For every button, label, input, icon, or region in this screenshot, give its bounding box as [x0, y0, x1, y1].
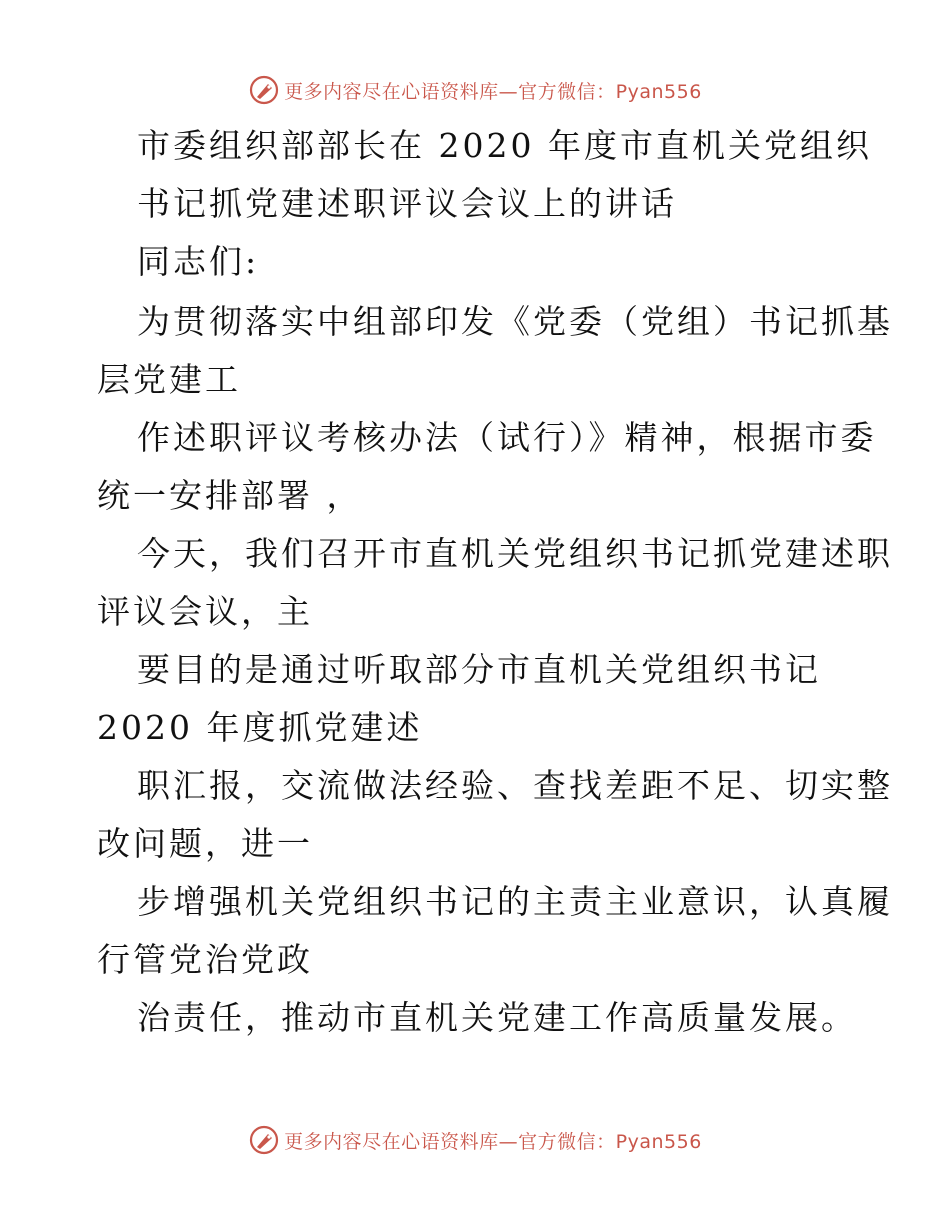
footer-watermark-banner	[0, 1120, 950, 1160]
paragraph-line: 统一安排部署 ，	[97, 476, 363, 515]
pen-nib-logo-icon	[248, 74, 280, 106]
paragraph-line: 职汇报，交流做法经验、查找差距不足、切实整	[137, 766, 893, 805]
paragraph-line: 改问题，进一	[97, 824, 313, 863]
paragraph-line: 层党建工	[97, 360, 241, 399]
paragraph-line: 行管党治党政	[97, 940, 313, 979]
paragraph-line: 治责任，推动市直机关党建工作高质量发展。	[137, 998, 857, 1037]
pen-nib-logo-icon	[248, 1124, 280, 1156]
watermark-text: 更多内容尽在心语资料库—官方微信：Pyan556	[284, 80, 702, 103]
paragraph-line: 为贯彻落实中组部印发《党委（党组）书记抓基	[137, 302, 893, 341]
document-title-line-1: 市委组织部部长在 2020 年度市直机关党组织	[137, 126, 872, 165]
paragraph-line: 评议会议，主	[97, 592, 313, 631]
watermark-text: 更多内容尽在心语资料库—官方微信：Pyan556	[284, 1130, 702, 1153]
paragraph-line: 2020 年度抓党建述	[97, 708, 423, 747]
paragraph-line: 要目的是通过听取部分市直机关党组织书记	[137, 650, 821, 689]
document-title-line-2: 书记抓党建述职评议会议上的讲话	[137, 184, 677, 223]
header-watermark-banner	[0, 70, 950, 110]
paragraph-line: 今天，我们召开市直机关党组织书记抓党建述职	[137, 534, 893, 573]
paragraph-line: 作述职评议考核办法（试行）》精神，根据市委	[137, 418, 877, 457]
salutation: 同志们:	[137, 242, 260, 281]
paragraph-line: 步增强机关党组织书记的主责主业意识，认真履	[137, 882, 893, 921]
